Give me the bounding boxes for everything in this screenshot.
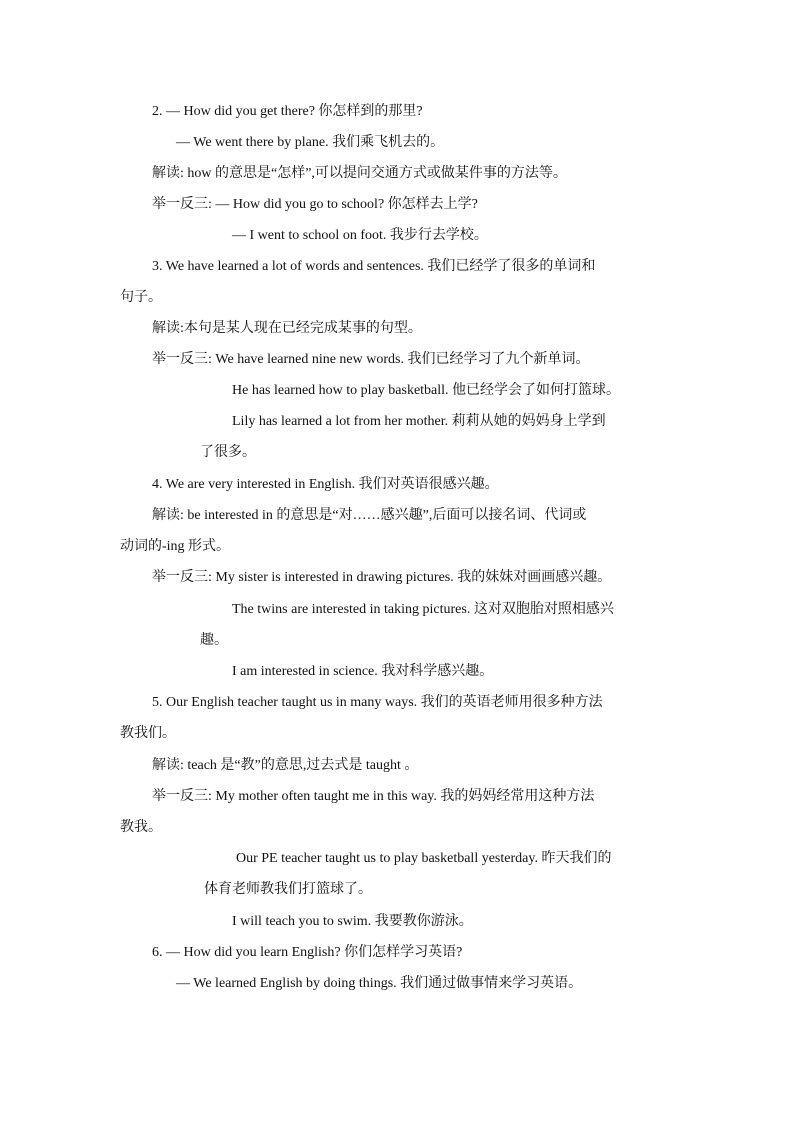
text-line: 2. — How did you get there? 你怎样到的那里? (152, 104, 423, 119)
text-line: I am interested in science. 我对科学感兴趣。 (232, 664, 494, 679)
text-line: Our PE teacher taught us to play basketball yesterday. 昨天我们的 (236, 851, 612, 866)
text-line: 解读:本句是某人现在已经完成某事的句型。 (152, 321, 422, 336)
text-line: 解读: be interested in 的意思是“对……感兴趣”,后面可以接名词、代词或 (152, 508, 587, 523)
text-line: 动词的-ing 形式。 (120, 539, 231, 554)
text-line: The twins are interested in taking pictures. 这对双胞胎对照相感兴 (232, 602, 614, 617)
text-line: 句子。 (120, 290, 162, 305)
text-line: 解读: how 的意思是“怎样”,可以提问交通方式或做某件事的方法等。 (152, 166, 567, 181)
text-line: 趣。 (200, 633, 228, 648)
text-line: He has learned how to play basketball. 他已经学会了如何打篮球。 (232, 383, 621, 398)
text-line: — We learned English by doing things. 我们通过做事情来学习英语。 (176, 976, 583, 991)
text-line: 了很多。 (200, 445, 256, 460)
text-line: 教我。 (120, 820, 162, 835)
text-line: 解读: teach 是“教”的意思,过去式是 taught 。 (152, 758, 419, 773)
text-line: — I went to school on foot. 我步行去学校。 (232, 228, 488, 243)
text-line: 3. We have learned a lot of words and sentences. 我们已经学了很多的单词和 (152, 259, 596, 274)
text-line: 举一反三: My mother often taught me in this way. 我的妈妈经常用这种方法 (152, 789, 595, 804)
text-line: 体育老师教我们打篮球了。 (204, 882, 372, 897)
text-line: 5. Our English teacher taught us in many ways. 我们的英语老师用很多种方法 (152, 695, 603, 710)
text-line: 举一反三: — How did you go to school? 你怎样去上学? (152, 197, 478, 212)
text-line: 教我们。 (120, 726, 176, 741)
text-line: — We went there by plane. 我们乘飞机去的。 (176, 135, 445, 150)
text-line: 举一反三: We have learned nine new words. 我们已经学习了九个新单词。 (152, 352, 590, 367)
text-line: I will teach you to swim. 我要教你游泳。 (232, 914, 473, 929)
text-line: 4. We are very interested in English. 我们对英语很感兴趣。 (152, 477, 499, 492)
text-line: Lily has learned a lot from her mother. 莉莉从她的妈妈身上学到 (232, 414, 606, 429)
text-line: 举一反三: My sister is interested in drawing pictures. 我的妹妹对画画感兴趣。 (152, 570, 612, 585)
text-line: 6. — How did you learn English? 你们怎样学习英语? (152, 945, 463, 960)
